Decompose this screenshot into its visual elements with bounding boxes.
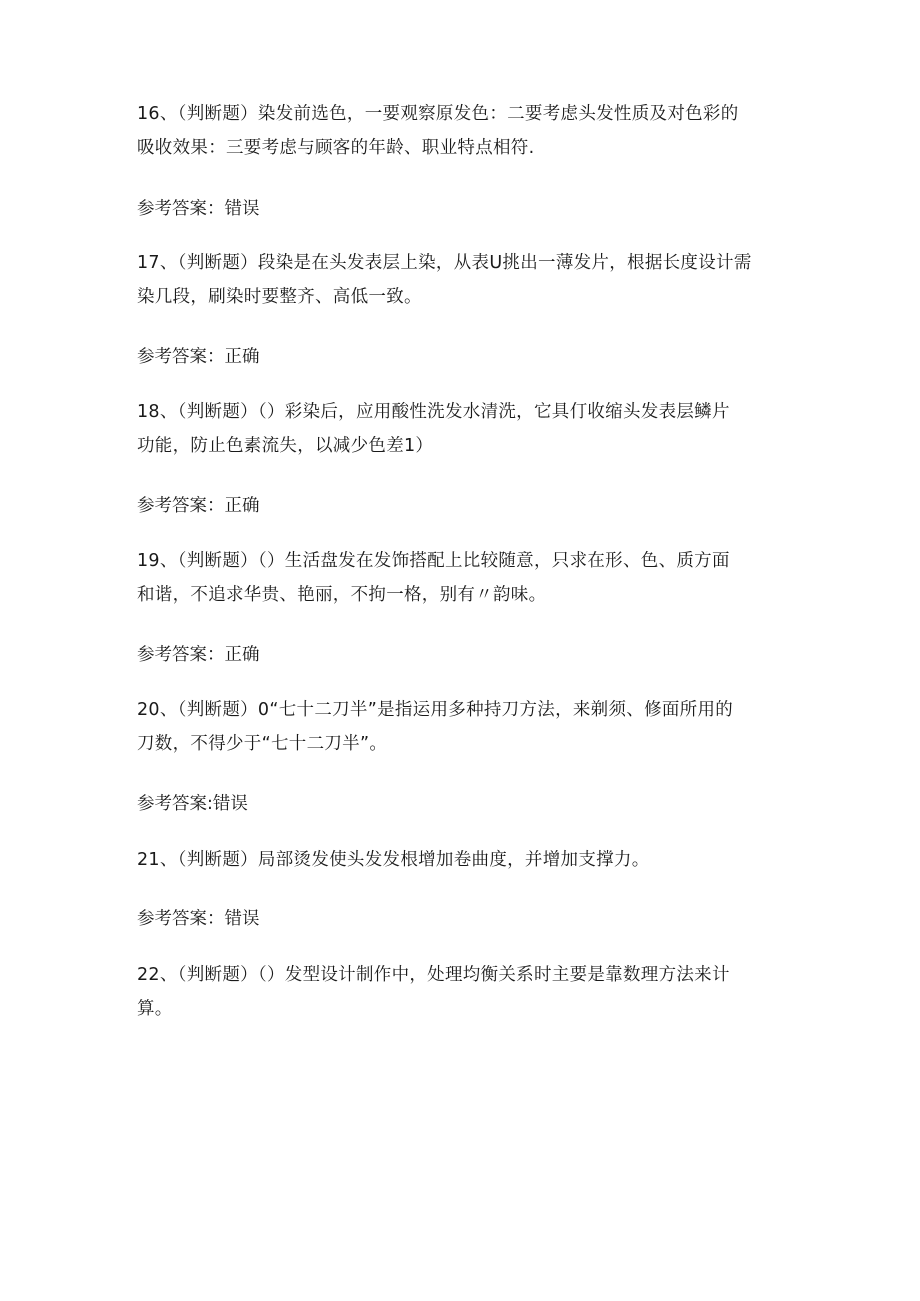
answer-18: 参考答案：正确 [137,496,260,516]
question-line: 17、（判断题）段染是在头发表层上染，从表U挑出一薄发片，根据长度设计需 [137,253,752,273]
question-18 [137,395,777,463]
question-line: 16、（判断题）染发前选色，一要观察原发色：二要考虑头发性质及对色彩的 [137,104,739,124]
answer-16: 参考答案：错误 [137,199,260,219]
question-line: 19、（判断题）（）生活盘发在发饰搭配上比较随意，只求在形、色、质方面 [137,551,730,571]
question-line: 刀数，不得少于“七十二刀半”。 [137,734,388,754]
question-line: 21、（判断题）局部烫发使头发发根增加卷曲度，并增加支撑力。 [137,850,650,870]
answer-17: 参考答案：正确 [137,347,260,367]
question-line: 算。 [137,999,173,1019]
question-line: 染几段，刷染时要整齐、高低一致。 [137,287,422,307]
question-20 [137,693,777,761]
question-22 [137,958,777,1026]
question-line: 和谐，不追求华贵、艳丽，不拘一格，别有〃韵味。 [137,585,547,605]
question-21 [137,843,777,877]
question-19 [137,544,777,612]
question-line: 功能，防止色素流失，以减少色差1） [137,436,434,456]
answer-21: 参考答案：错误 [137,909,260,929]
question-line: 18、（判断题）（）彩染后，应用酸性洗发水清洗，它具仃收缩头发表层鳞片 [137,402,730,422]
answer-19: 参考答案：正确 [137,645,260,665]
question-line: 吸收效果：三要考虑与顾客的年龄、职业特点相符. [137,138,535,158]
question-line: 20、（判断题）0“七十二刀半”是指运用多种持刀方法，来剃须、修面所用的 [137,700,734,720]
question-17 [137,246,777,314]
question-16 [137,97,777,165]
answer-20: 参考答案:错误 [137,794,248,814]
question-line: 22、（判断题）（）发型设计制作中，处理均衡关系时主要是靠数理方法来计 [137,965,730,985]
